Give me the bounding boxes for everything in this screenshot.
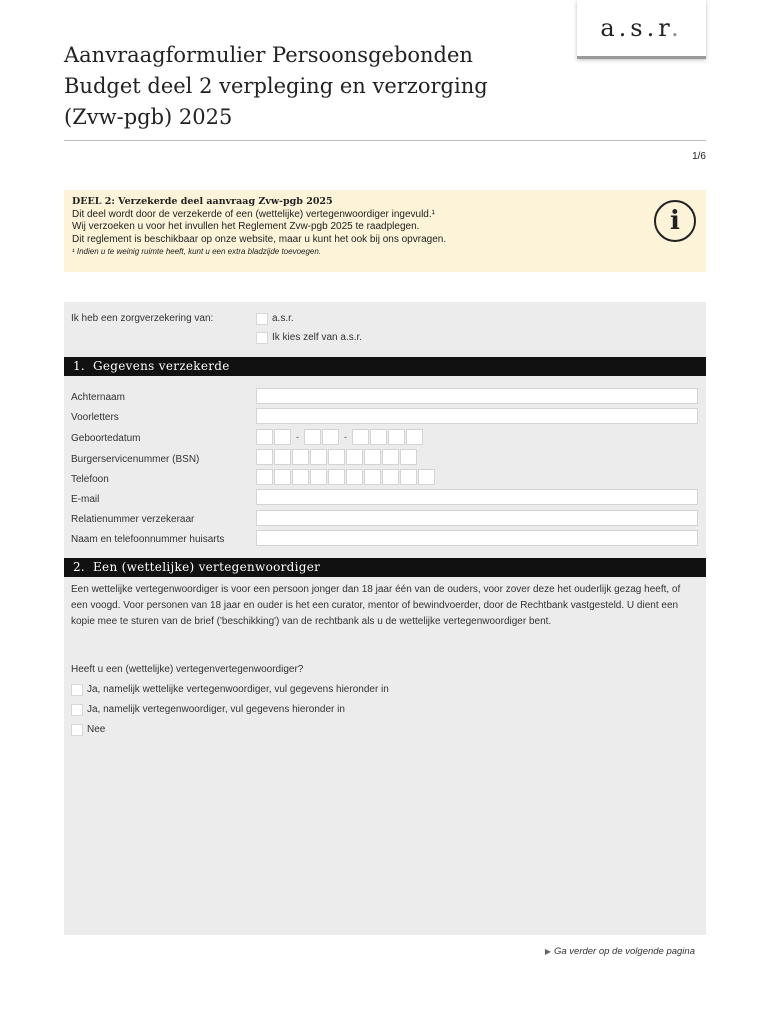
birthdate-year-cell[interactable] (352, 429, 369, 445)
page-number: 1/6 (692, 151, 706, 162)
logo-text: a.s.r (600, 14, 672, 42)
phone-cell[interactable] (292, 469, 309, 485)
representative-question: Heeft u een (wettelijke) vertegenvertegenwoordiger? (71, 664, 304, 675)
insurance-asr-label: a.s.r. (272, 313, 294, 324)
section-2-title: Een (wettelijke) vertegenwoordiger (93, 560, 321, 574)
asr-logo (577, 0, 706, 59)
section-1-number: 1. (73, 359, 86, 373)
bsn-cell[interactable] (292, 449, 309, 465)
surname-label: Achternaam (71, 392, 125, 403)
intro-heading: DEEL 2: Verzekerde deel aanvraag Zvw-pgb 2025 (72, 196, 333, 207)
phone-cell[interactable] (382, 469, 399, 485)
intro-footnote: ¹ Indien u te weinig ruimte heeft, kunt u een extra bladzijde toevoegen. (72, 247, 322, 256)
representative-label: Ja, namelijk vertegenwoordiger, vul gegevens hieronder in (87, 704, 345, 715)
phone-label: Telefoon (71, 474, 109, 485)
phone-cell[interactable] (328, 469, 345, 485)
insurance-asr-checkbox[interactable] (256, 313, 268, 325)
email-label: E-mail (71, 494, 100, 505)
bsn-cell[interactable] (364, 449, 381, 465)
relation-number-input[interactable] (256, 510, 698, 526)
date-separator: - (344, 432, 347, 442)
phone-cell[interactable] (310, 469, 327, 485)
continue-text: Ga verder op de volgende pagina (553, 946, 695, 957)
intro-line-1: Dit deel wordt door de verzekerde of een (wettelijke) vertegenwoordiger ingevuld.¹ (72, 208, 435, 220)
bsn-cell[interactable] (328, 449, 345, 465)
phone-cell[interactable] (274, 469, 291, 485)
birthdate-month-cell[interactable] (304, 429, 321, 445)
representative-checkbox[interactable] (71, 704, 83, 716)
phone-cell[interactable] (418, 469, 435, 485)
intro-box (64, 190, 706, 272)
phone-cell[interactable] (346, 469, 363, 485)
birthdate-year-cell[interactable] (406, 429, 423, 445)
title-line-3: (Zvw-pgb) 2025 (64, 105, 233, 129)
bsn-input[interactable] (256, 449, 418, 465)
info-icon: i (654, 200, 696, 242)
logo-dot: . (671, 14, 683, 42)
insurance-choose-checkbox[interactable] (256, 332, 268, 344)
bsn-cell[interactable] (400, 449, 417, 465)
section-1-header (64, 357, 706, 376)
bsn-cell[interactable] (256, 449, 273, 465)
birthdate-label: Geboortedatum (71, 433, 141, 444)
relation-number-label: Relatienummer verzekeraar (71, 514, 195, 525)
legal-representative-checkbox[interactable] (71, 684, 83, 696)
initials-label: Voorletters (71, 412, 119, 423)
gp-input[interactable] (256, 530, 698, 546)
continue-next-page (545, 946, 695, 957)
insurance-choose-label: Ik kies zelf van a.s.r. (272, 332, 363, 343)
phone-input[interactable] (256, 469, 436, 485)
gp-label: Naam en telefoonnummer huisarts (71, 534, 225, 545)
birthdate-day-cell[interactable] (256, 429, 273, 445)
section-2-number: 2. (73, 560, 86, 574)
bsn-cell[interactable] (382, 449, 399, 465)
title-line-1: Aanvraagformulier Persoonsgebonden (64, 43, 473, 67)
date-separator: - (296, 432, 299, 442)
birthdate-year-cell[interactable] (388, 429, 405, 445)
bsn-label: Burgerservicenummer (BSN) (71, 454, 200, 465)
surname-input[interactable] (256, 388, 698, 404)
representative-explanation: Een wettelijke vertegenwoordiger is voor een persoon jonger dan 18 jaar één van de ouders, voor zover deze het ouderlijk gezag heeft, of een voogd. Voor personen van 18 jaar en ouder is het een curator, mentor of bewindvoerder, door de Rechtbank vastgesteld. U dient een kopie mee te sturen van de brief ('beschikking') van de rechtbank als u de wettelijke vertegenwoordiger bent. (71, 584, 681, 627)
no-representative-label: Nee (87, 724, 106, 735)
phone-cell[interactable] (256, 469, 273, 485)
intro-line-2: Wij verzoeken u voor het invullen het Reglement Zvw-pgb 2025 te raadplegen. (72, 221, 420, 232)
legal-representative-label: Ja, namelijk wettelijke vertegenwoordiger, vul gegevens hieronder in (87, 684, 389, 695)
email-input[interactable] (256, 489, 698, 505)
birthdate-year-cell[interactable] (370, 429, 387, 445)
header-divider (64, 140, 706, 141)
insurance-question: Ik heb een zorgverzekering van: (71, 313, 214, 324)
no-representative-checkbox[interactable] (71, 724, 83, 736)
title-line-2: Budget deel 2 verpleging en verzorging (64, 74, 488, 98)
initials-input[interactable] (256, 408, 698, 424)
intro-line-3: Dit reglement is beschikbaar op onze website, maar u kunt het ook bij ons opvragen. (72, 233, 447, 245)
bsn-cell[interactable] (346, 449, 363, 465)
phone-cell[interactable] (400, 469, 417, 485)
phone-cell[interactable] (364, 469, 381, 485)
section-2-header (64, 558, 706, 577)
section-1-title: Gegevens verzekerde (93, 359, 230, 373)
birthdate-month-cell[interactable] (322, 429, 339, 445)
birthdate-day-cell[interactable] (274, 429, 291, 445)
arrow-right-icon: ▶ (544, 947, 551, 956)
document-title (64, 40, 564, 133)
birthdate-input[interactable] (256, 429, 424, 445)
bsn-cell[interactable] (310, 449, 327, 465)
bsn-cell[interactable] (274, 449, 291, 465)
form-panel (64, 302, 706, 935)
